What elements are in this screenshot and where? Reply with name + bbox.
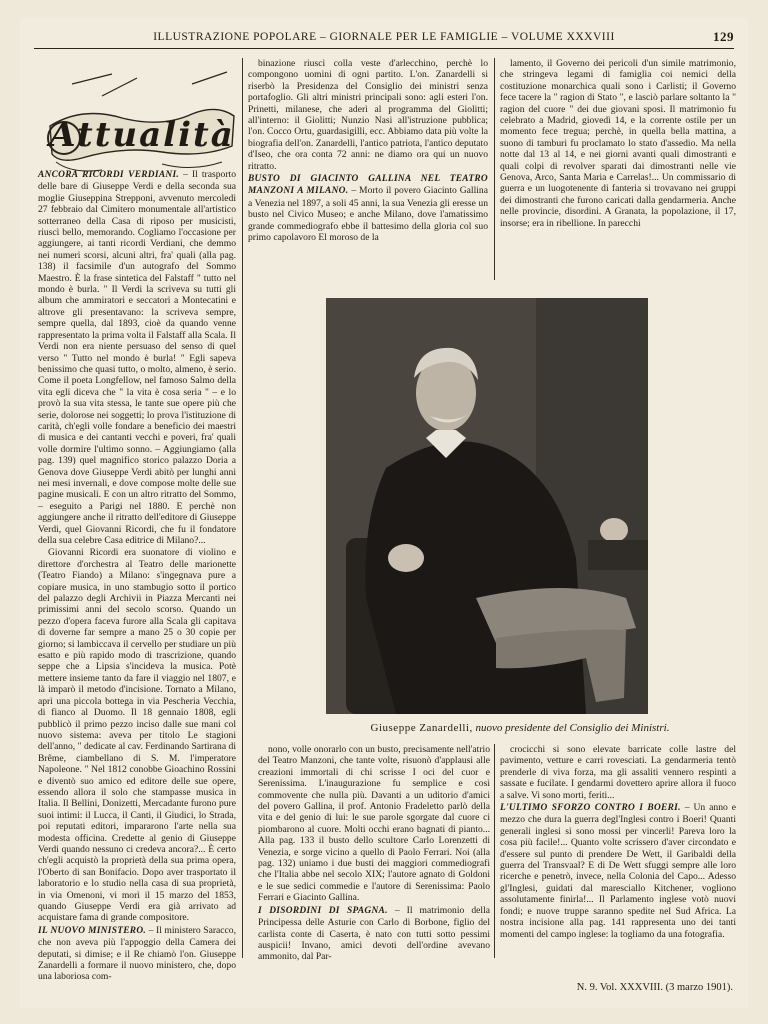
paragraph: crocicchi si sono elevate barricate colle lastre del pavimento, vetture e carri rovesciati. La gendarmeria tentò prenderle di viva forza, ma gli assaliti vennero respinti a sassate e fucilate. I gendarmi dovettero aprire allora il fuoco a salve. Vi sono morti, feriti... — [500, 744, 736, 801]
article-column-left — [38, 168, 236, 983]
paragraph: lamento, il Governo dei pericoli d'un simile matrimonio, che stringeva legami di famiglia coi nemici della costituzione monarchica quali sono i Carlisti; il Governo fece tacere la " ragion di Stato ", e lasciò parlare soltanto la " ragion del cuore " dei due giovani sposi. Il matrimonio fu celebrato a Madrid, giovedì 14, e la corrente ostile per un momento fece tregua; perchè, in quella bella mattina, a suono di tamburi fu proclamato lo stato d'assedio. Ma nella notte dal 13 al 14, e nei giorni avanti quali dimostranti e quali colpi di revolver sparati dai dimostranti nelle vie Genova, Arco, Santa Maria e Carrelas!... Un commissario di guerra e un luogotenente di fanteria si trovavano nei gruppi dei dimostranti che furono caricati dalla gendarmeria. Anche nelle provincie, disordini. A Granata, la popolazione, il 17, insorse; era in ribellione. In parecchi — [500, 58, 736, 229]
article-column-right-top — [500, 58, 736, 280]
paragraph: – Un anno e mezzo che dura la guerra degl'Inglesi contro i Boeri! Quanti generali inglesi si sono mossi per vincerli! Pareva loro la cosa più facile!... Quanto volte scrissero d'aver circondato e d'essere sul punto di prendere De Wett, il Garibaldi della guerra del Transvaal? E di De Wett sfuggi sempre alle loro ricerche e penetrò, invece, nella Colonia del Capo... Adesso gl'Inglesi, guidati dal maresciallo Kitchener, vogliono assolutamente finirla!... Il Parlamento inglese votò nuovi fondi; e nuove truppe saranno spedite nel Sud Africa. La nostra incisione alla pag. 141 rappresenta uno dei tanti momenti del campo inglese: la togliamo da una fotografia. — [500, 802, 737, 940]
article-column-middle-top — [248, 58, 488, 280]
paragraph: – Morto il povero Giacinto Gallina a Venezia nel 1897, a soli 45 anni, la sua Venezia gli eresse un busto nel Civico Museo; e anche Milano, dove l'amatissimo grande commediografo ebbe il battesimo della gloria col suo primo capolavoro El moroso de la — [248, 185, 488, 244]
section-heading-nuovo-ministero: IL NUOVO MINISTERO. — [38, 925, 147, 936]
section-heading-ricordi-verdiani: ANCORA RICORDI VERDIANI. — [38, 170, 180, 180]
portrait-figure-icon — [326, 298, 648, 714]
section-heading-ultimo-sforzo-boeri: L'ULTIMO SFORZO CONTRO I BOERI. — [500, 803, 681, 814]
article-column-middle-bottom — [258, 744, 490, 966]
paragraph: nono, volle onorarlo con un busto, precisamente nell'atrio del Teatro Manzoni, che tante volte, risuonò d'applausi alle creazioni immortali di chi scrisse I oci del cuor e Serenissima. L'inaugurazione fu semplice e così commovente che nulla più. Davanti a un uditorio d'amici del povero Gallina, il prof. Antonio Fradeletto parlò della vita e del genio di lui: le sue parole sgorgate dal cuore ci piombarono al cuore. Molti occhi erano bagnati di pianto... Alla pag. 133 il busto dello scultore Carlo Lorenzetti di Venezia, e sorge vicino a quello di Paolo Ferrari. Noi (alla pag. 132) uniamo i due busti dei maggiori commediografi che l'Italia abbe nel secolo XIX; l'autore agnato di Goldoni e le sue sedici commedie e l'autore di Serenissima: Paolo Ferrari e Giacinto Gallina. — [258, 744, 490, 904]
caption-name: Giuseppe Zanardelli, — [370, 722, 473, 734]
column-rule — [494, 744, 495, 958]
paragraph: – Il ministero Saracco, che non aveva più l'appoggio della Camera dei deputati, si dimise; e il Re chiamò l'on. Giuseppe Zanardelli a formare il nuovo ministero, che, dopo una laboriosa com- — [38, 924, 236, 983]
column-rule — [242, 274, 243, 958]
running-head-text: ILLUSTRAZIONE POPOLARE – GIORNALE PER LE FAMIGLIE – VOLUME XXXVIII — [153, 31, 615, 43]
photo-caption — [300, 722, 740, 734]
column-rule — [242, 58, 243, 274]
svg-text:Attualità: Attualità — [49, 115, 235, 155]
attualita-masthead-logo-icon — [42, 66, 242, 184]
paragraph: Giovanni Ricordi era suonatore di violino e direttore d'orchestra al Teatro delle marionette (Teatro Fiando) a Milano: s'ingegnava pure a copiare musica, in uno stambugio sotto il portico del palazzo degli Archivii in Piazza Mercanti nei primissimi anni del secolo scorso. Quando un pezzo d'opera faceva furore alla Scala gli capitava di doverne far sempre a mano 25 o 30 copie per giorno; si lambiccava il cervello per studiare un più esatto e più rapido modo di trascrizione, quando seppe che a Lipsia s'incideva la musica. Potè mettere insieme tanto da fare il viaggio nel 1807, e là imparò il metodo d'incisione. Tornato a Milano, aprì una piccola bottega in via Pescheria Vecchia, di fianco al Duomo. Il 18 gennaio 1808, egli pubblicò il primo pezzo inciso dalle sue mani col nuovo sistema: aveva per titolo Le stagioni dell'anno, " dedicate al cav. Ferdinando Sartirana di Brême, ciambellano di S. M. l'imperatore Napoleone. " Nel 1812 conobbe Gioachino Rossini e diventò suo amico ed editore delle sue opere, essendo allora il solo che stampasse musica in Italia. Il Bellini, Donizetti, Mercadante furono pure suoi intimi: il Lucca, il Canti, il Giudici, lo Strada, poi reputati editori, impararono l'arte nella sua modesta officina. Credette al genio di Giuseppe Verdi quando nessuno ci credeva ancora?... È certo ch'egli acquistò la proprietà della sua prima opera, l'Oberto di san Bonifacio. Dopo aver trasportato il laboratorio e lo studio nella casa di sua proprietà, in via Omenoni, vi morì il 15 marzo del 1853, quando Giuseppe Verdi era già arrivato ad acquistare fama di grande compositore. — [38, 547, 236, 924]
column-rule — [494, 58, 495, 280]
section-heading-disordini-spagna: I DISORDINI DI SPAGNA. — [258, 905, 388, 916]
section-heading-busto-gallina: BUSTO DI GIACINTO GALLINA NEL TEATRO MANZONI A MILANO. — [248, 174, 488, 197]
article-column-right-bottom — [500, 744, 736, 974]
paragraph: – Il matrimonio della Principessa delle Asturie con Carlo di Borbone, figlio del carlista conte di Caserta, è nato con tutti sotto pessimi auspicii! Invano, amici devoti dell'ordine avevano ammonito, dal Par- — [258, 904, 491, 963]
running-header — [34, 26, 734, 49]
issue-footer: N. 9. Vol. XXXVIII. (3 marzo 1901). — [576, 982, 733, 993]
paragraph: binazione riuscì colla veste d'arlecchino, perchè lo compongono uomini di ogni partito. L'on. Zanardelli si riserbò la Presidenza del Consiglio dei ministri senza portafoglio. Gli altri ministri principali sono: agli esteri l'on. Prinetti, milanese, che aderì al programma del Giolitti; all'interno: il Giolitti; Nunzio Nasi all'istruzione pubblica; l'on. Cocco Ortu, guardasigilli, ecc. Abbiamo data più volte la biografia dell'on. Zanardelli, l'antico patriota, l'antico deputato d'Iseo, che ora conta 72 anni: ne diamo ora qui un nuovo ritratto. — [248, 58, 488, 172]
newspaper-page — [20, 18, 748, 1008]
caption-text: nuovo presidente del Consiglio dei Ministri. — [475, 722, 670, 734]
page-number: 129 — [713, 29, 734, 44]
paragraph: – Il trasporto delle bare di Giuseppe Verdi e della seconda sua moglie Giuseppina Strepponi, avvenuto mercoledì 27 febbraio dal Cimitero monumentale all'artistico sotterraneo della Casa di riposo per musicisti, riuscì bello, memorando. Cogliamo l'occasione per aggiungere, ai tanti ricordi Verdiani, che demmo nei numeri scorsi, alcuni altri, fra' quali (alla pag. 138) il facsimile d'un autografo del Sommo Maestro. È la frase sintetica del Falstaff " tutto nel mondo è burla. " Il Verdi la scriveva su tutti gli album che ammiratori e seccatori a Montecatini e altrove gli presentavano: la scriveva sempre, sempre quella, dal 1893, cioè da quando venne rappresentato la prima volta il Falstaff alla Scala. Il Verdi non era niente persuaso del senso di quel verso " Tutto nel mondo è burla! " Egli sapeva benissimo che quasi tutto, o molto, almeno, è serio. Come il poeta Longfellow, nel famoso Salmo della vita egli diceva che " la vita è cosa seria " – e lo provò la sua vita stessa, le tante sue opere più che serie, dolorose nei soggetti; lo prova l'istituzione di carità, ch'egli volle fondare a beneficio dei maestri di musica e dei cantanti vecchi e poveri, fra' quali volle dormire l'ultimo sonno. – Aggiungiamo (alla pag. 139) quel magnifico storico palazzo Doria a Genova dove Giuseppe Verdi abitò per lunghi anni nei mesi invernali, e dove compose molte delle sue pagine musicali. E con un altro ritratto del Sommo, – eseguito a Parigi nel 1880. E perchè non aggiungere anche il ritratto dell'editore di Giuseppe Verdi, quel Giovanni Ricordi, che fu il fondatore della sua celebre Casa editrice di Milano?... — [38, 169, 236, 546]
portrait-photo-zanardelli — [326, 298, 648, 714]
